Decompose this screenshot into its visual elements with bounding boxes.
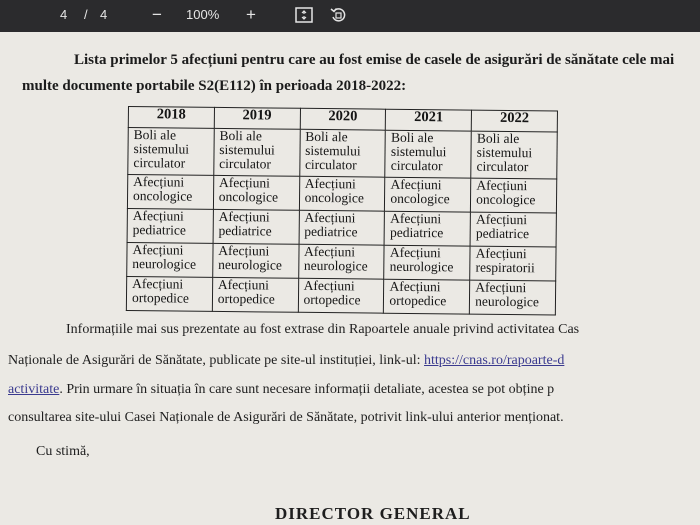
table-row [127, 175, 556, 213]
rotate-icon [329, 6, 347, 24]
conditions-table [126, 106, 558, 315]
table-cell: Afecțiuni neurologice [470, 280, 556, 315]
paragraph-line-2 [8, 353, 564, 369]
rotate-button[interactable] [327, 5, 349, 25]
zoom-out-button[interactable]: − [152, 5, 162, 24]
table-cell: Afecțiuni pediatrice [213, 209, 299, 244]
table-cell: Boli ale sistemului circulator [214, 128, 300, 176]
current-page-number[interactable]: 4 [60, 7, 68, 22]
table-cell: Afecțiuni oncologice [299, 176, 385, 211]
table-row [126, 276, 555, 314]
table-cell: Boli ale sistemului circulator [128, 128, 214, 176]
heading-line-1: Lista primelor 5 afecțiuni pentru care au fost emise de casele de asigurări de sănătate cele mai [74, 52, 675, 68]
table-cell: Afecțiuni neurologice [298, 244, 384, 279]
paragraph-line-1: Informațiile mai sus prezentate au fost extrase din Rapoartele anuale privind activitatea Cas [66, 322, 580, 337]
paragraph-line-4: consultarea site-ului Casei Naționale de Asigurări de Sănătate, potrivit link-ului anterior menționat. [8, 410, 564, 425]
fit-to-page-button[interactable] [293, 5, 315, 25]
table-cell: Afecțiuni oncologice [385, 177, 471, 212]
table-cell: Afecțiuni ortopedice [126, 276, 212, 311]
table-cell: Afecțiuni ortopedice [212, 277, 298, 312]
fit-page-icon [295, 7, 313, 23]
table-row [127, 242, 556, 280]
cnas-reports-link[interactable]: https://cnas.ro/rapoarte-d [424, 353, 565, 368]
zoom-in-button[interactable]: + [246, 5, 256, 24]
paragraph-text: Naționale de Asigurări de Sănătate, publicate pe site-ul instituției, link-ul: [8, 353, 421, 368]
heading-line-2: multe documente portabile S2(E112) în perioada 2018-2022: [22, 78, 407, 94]
table-row [128, 128, 557, 179]
table-cell: Boli ale sistemului circulator [471, 131, 557, 179]
table-cell: Afecțiuni respiratorii [470, 246, 556, 281]
signature-title: DIRECTOR GENERAL [275, 504, 471, 523]
page-separator: / [84, 7, 88, 22]
cnas-reports-link-continued[interactable]: activitate [8, 382, 60, 397]
table-cell: Boli ale sistemului circulator [385, 130, 471, 178]
paragraph-line-3 [8, 382, 554, 398]
table-row [127, 208, 556, 246]
table-cell: Afecțiuni pediatrice [384, 211, 470, 246]
table-cell: Afecțiuni oncologice [127, 175, 213, 210]
closing-salutation: Cu stimă, [36, 444, 90, 459]
table-cell: Afecțiuni pediatrice [127, 208, 213, 243]
year-header: 2019 [214, 107, 300, 129]
paragraph-text: . Prin urmare în situația în care sunt necesare informații detaliate, acestea se pot obține p [59, 382, 555, 397]
year-header: 2018 [128, 107, 214, 129]
table-cell: Afecțiuni oncologice [471, 178, 557, 213]
year-header: 2020 [300, 108, 386, 130]
total-pages: 4 [100, 7, 108, 22]
year-header: 2022 [471, 110, 557, 132]
pdf-toolbar [0, 0, 700, 32]
table-cell: Afecțiuni neurologice [127, 242, 213, 277]
table-cell: Boli ale sistemului circulator [299, 129, 385, 177]
table-cell: Afecțiuni ortopedice [298, 278, 384, 313]
table-cell: Afecțiuni ortopedice [384, 279, 470, 314]
zoom-level[interactable]: 100% [186, 7, 220, 22]
year-header: 2021 [386, 109, 472, 131]
table-cell: Afecțiuni neurologice [213, 243, 299, 278]
table-cell: Afecțiuni neurologice [384, 245, 470, 280]
table-cell: Afecțiuni oncologice [213, 175, 299, 210]
table-cell: Afecțiuni pediatrice [470, 212, 556, 247]
table-cell: Afecțiuni pediatrice [299, 210, 385, 245]
